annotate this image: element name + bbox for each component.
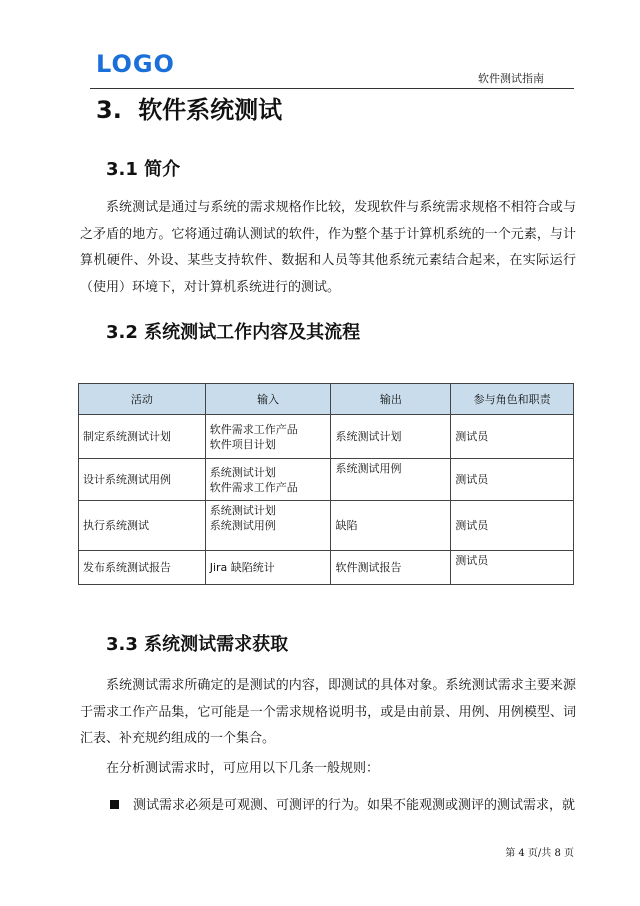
- svg-text:LOGO: LOGO: [96, 50, 175, 76]
- table-row: [79, 459, 574, 501]
- square-bullet-icon: [110, 800, 119, 809]
- table-cell: Jira 缺陷统计: [205, 551, 331, 585]
- rules-intro-paragraph: 在分析测试需求时，可应用以下几条一般规则：: [106, 761, 380, 776]
- table-cell: 系统测试用例: [331, 459, 451, 501]
- header-rule: [90, 88, 574, 89]
- bullet-text: 测试需求必须是可观测、可测评的行为。如果不能观测或测评的测试需求，就: [133, 798, 576, 813]
- header-title: 软件测试指南: [478, 72, 544, 85]
- table-cell: 设计系统测试用例: [79, 459, 206, 501]
- table-cell: 软件测试报告: [331, 551, 451, 585]
- table-header-row: [79, 384, 574, 415]
- table-cell: 系统测试计划 软件需求工作产品: [205, 459, 331, 501]
- column-header: 活动: [79, 384, 206, 415]
- table-row: [79, 415, 574, 459]
- subsection-title-intro: 3.1 简介: [106, 159, 181, 180]
- table-cell: 测试员: [451, 551, 574, 585]
- table-cell: 缺陷: [331, 501, 451, 551]
- page-number: 第 4 页/共 8 页: [505, 848, 574, 859]
- table-row: [79, 501, 574, 551]
- subsection-title-requirements: 3.3 系统测试需求获取: [106, 634, 289, 655]
- workflow-table: [78, 383, 574, 585]
- table-cell: 软件需求工作产品 软件项目计划: [205, 415, 331, 459]
- table-cell: 系统测试计划: [331, 415, 451, 459]
- section-heading: [96, 90, 282, 125]
- column-header: 输入: [205, 384, 331, 415]
- bullet-item: [110, 794, 576, 813]
- table-cell: 测试员: [451, 415, 574, 459]
- requirements-paragraph: 系统测试需求所确定的是测试的内容，即测试的具体对象。系统测试需求主要来源于需求工作产品集，它可能是一个需求规格说明书，或是由前景、用例、用例模型、词汇表、补充规约组成的一个集合。: [80, 678, 576, 746]
- column-header: 参与角色和职责: [451, 384, 574, 415]
- table-cell: 制定系统测试计划: [79, 415, 206, 459]
- subsection-title-workflow: 3.2 系统测试工作内容及其流程: [106, 322, 361, 343]
- table-cell: 发布系统测试报告: [79, 551, 206, 585]
- intro-paragraph: 系统测试是通过与系统的需求规格作比较，发现软件与系统需求规格不相符合或与之矛盾的地方。它将通过确认测试的软件，作为整个基于计算机系统的一个元素，与计算机硬件、外设、某些支持软件、数据和人员等其他系统元素结合起来，在实际运行（使用）环境下，对计算机系统进行的测试。: [80, 200, 576, 295]
- section-title: 软件系统测试: [138, 96, 283, 124]
- table-cell: 测试员: [451, 501, 574, 551]
- section-number: 3.: [96, 96, 122, 124]
- column-header: 输出: [331, 384, 451, 415]
- table-row: [79, 551, 574, 585]
- table-cell: 执行系统测试: [79, 501, 206, 551]
- table-cell: 测试员: [451, 459, 574, 501]
- logo: [96, 50, 180, 76]
- table-cell: 系统测试计划 系统测试用例: [205, 501, 331, 551]
